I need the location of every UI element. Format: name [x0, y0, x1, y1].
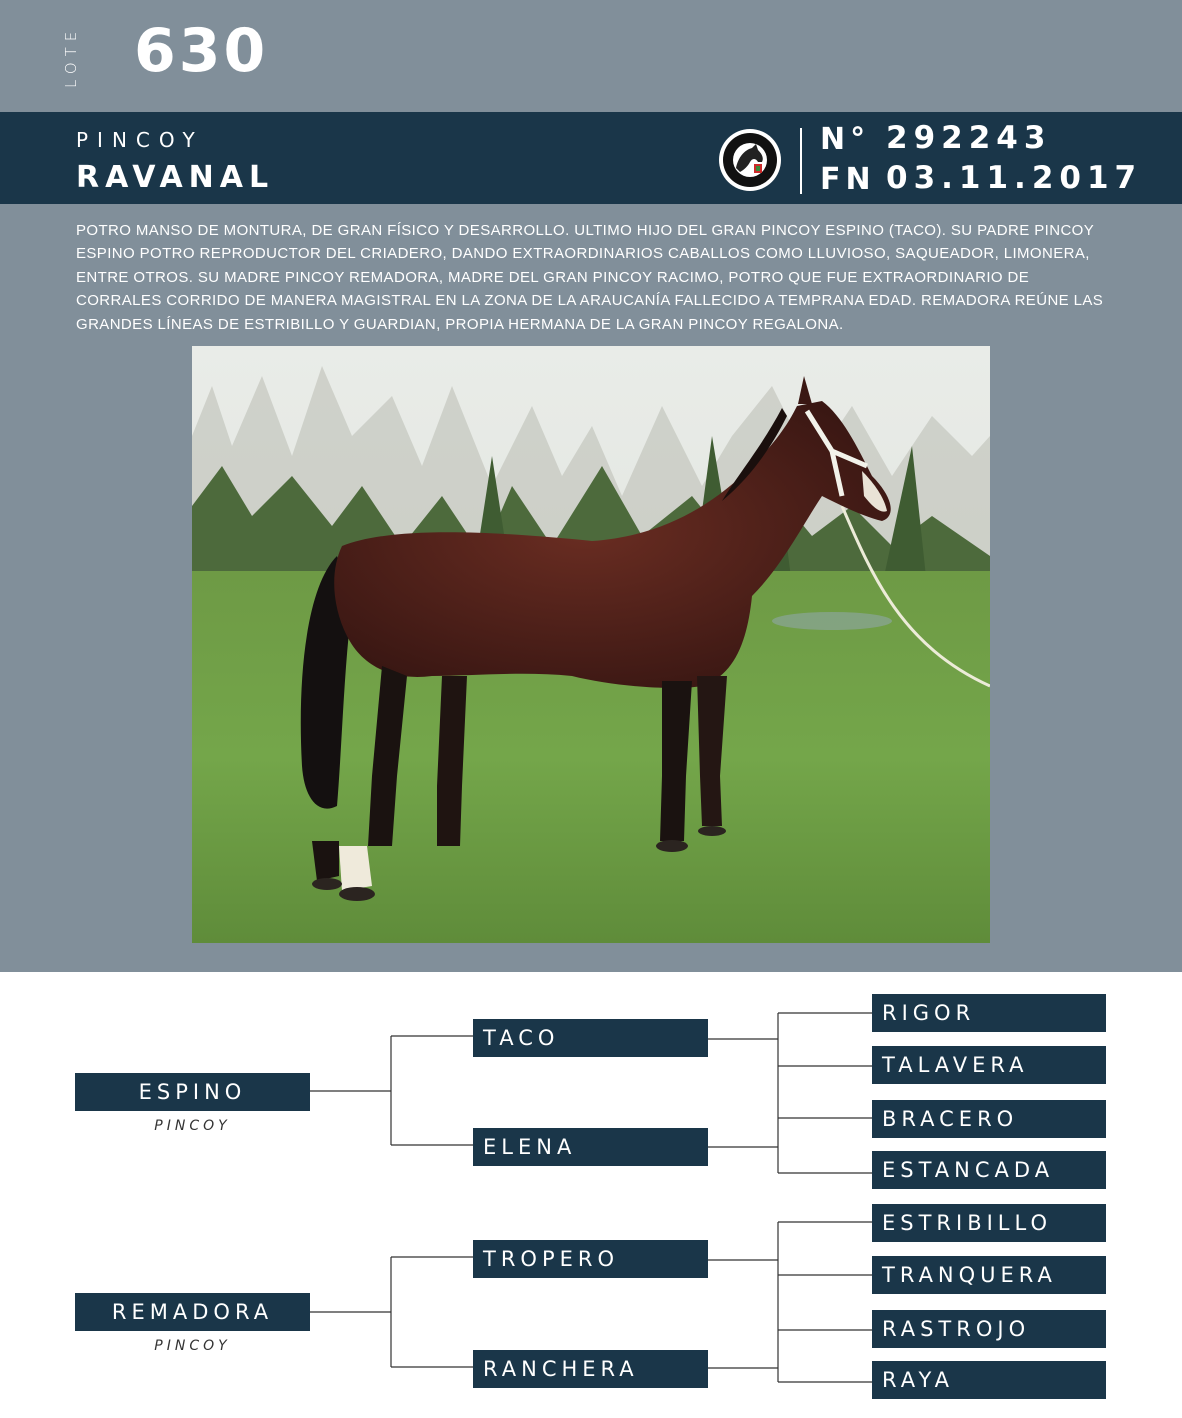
great-grandparent-box: RASTROJO	[872, 1310, 1106, 1348]
great-grandparent-box: TRANQUERA	[872, 1256, 1106, 1294]
sire-sire-box: TACO	[473, 1019, 708, 1057]
registration-number: 292243	[886, 120, 1052, 156]
sire-prefix: PINCOY	[154, 1118, 231, 1134]
horse-photo	[192, 346, 990, 943]
dam-prefix: PINCOY	[154, 1338, 231, 1354]
dam-sire-box: TROPERO	[473, 1240, 708, 1278]
sire-dam-box: ELENA	[473, 1128, 708, 1166]
dam-dam-box: RANCHERA	[473, 1350, 708, 1388]
great-grandparent-box: RIGOR	[872, 994, 1106, 1032]
great-grandparent-box: RAYA	[872, 1361, 1106, 1399]
horse-name: RAVANAL	[76, 160, 275, 195]
horse-prefix: PINCOY	[76, 128, 204, 152]
great-grandparent-box: TALAVERA	[872, 1046, 1106, 1084]
great-grandparent-box: ESTRIBILLO	[872, 1204, 1106, 1242]
remates-logo	[718, 128, 782, 192]
horse-description: POTRO MANSO DE MONTURA, DE GRAN FÍSICO Y DESARROLLO. ULTIMO HIJO DEL GRAN PINCOY ESPINO (TACO). SU PADRE PINCOY ESPINO POTRO REPRODUCTOR DEL CRIADERO, DANDO EXTRAORDINARIOS CABALLOS COMO LLUVIOSO, SAQUEADOR, LIMONERA, ENTRE OTROS. SU MADRE PINCOY REMADORA, MADRE DEL GRAN PINCOY RACIMO, POTRO QUE FUE EXTRAORDINARIO DE CORRALES CORRIDO DE MANERA MAGISTRAL EN LA ZONA DE LA ARAUCANÍA FALLECIDO A TEMPRANA EDAD. REMADORA REÚNE LAS GRANDES LÍNEAS DE ESTRIBILLO Y GUARDIAN, PROPIA HERMANA DE LA GRAN PINCOY REGALONA.	[76, 222, 1104, 333]
birth-date-label: FN	[820, 162, 876, 197]
lot-label: LOTE	[62, 25, 80, 88]
lot-number: 630	[134, 16, 269, 86]
dam-box: REMADORA	[75, 1293, 310, 1331]
header-divider	[800, 128, 802, 194]
birth-date: 03.11.2017	[886, 160, 1143, 196]
great-grandparent-box: BRACERO	[872, 1100, 1106, 1138]
great-grandparent-box: ESTANCADA	[872, 1151, 1106, 1189]
registration-label: N°	[820, 122, 871, 157]
sire-box: ESPINO	[75, 1073, 310, 1111]
